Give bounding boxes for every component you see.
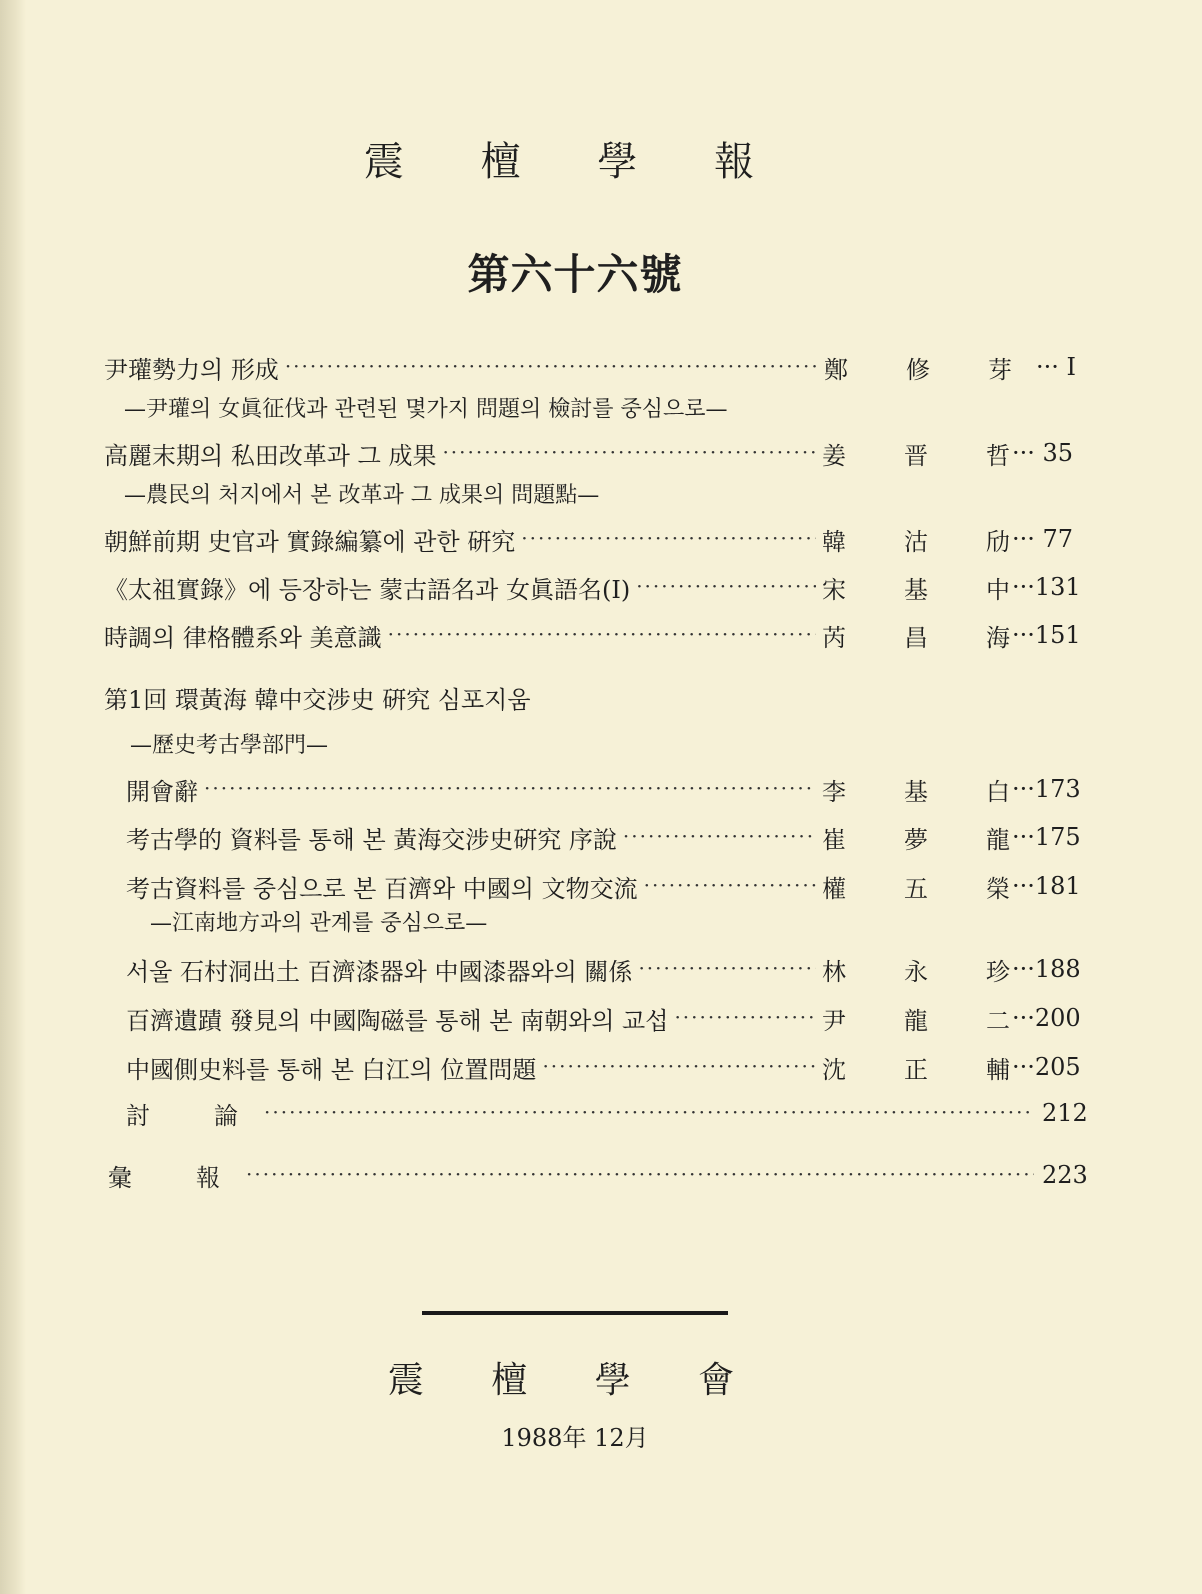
toc-page: 212 — [1042, 1099, 1088, 1127]
toc-page: ···205 — [1012, 1053, 1081, 1081]
toc-author: 韓 沽 劤 — [822, 527, 1010, 556]
toc-author: 鄭 修 芽 — [824, 355, 1012, 384]
toc-title: 高麗末期의 私田改革과 그 成果 — [104, 441, 437, 470]
toc-author: 芮 昌 海 — [822, 623, 1010, 652]
dot-leader — [442, 438, 816, 468]
toc-title: 彙 報 — [108, 1163, 240, 1192]
dot-leader — [264, 1098, 1034, 1128]
toc-page: ···151 — [1012, 621, 1081, 649]
toc-title: 考古資料를 중심으로 본 百濟와 中國의 文物交流 — [126, 874, 638, 903]
dot-leader — [542, 1052, 816, 1082]
journal-title: 震 檀 學 報 — [363, 139, 787, 185]
toc-author: 崔 夢 龍 — [822, 825, 1010, 854]
toc-author: 沈 正 輔 — [822, 1055, 1010, 1084]
dot-leader — [644, 871, 816, 901]
toc-title: 時調의 律格體系와 美意識 — [104, 623, 382, 652]
toc-entry-4[interactable] — [104, 570, 1090, 604]
symposium-entry-3[interactable] — [126, 869, 1090, 903]
toc-author: 宋 基 中 — [822, 575, 1010, 604]
publisher-name: 震 檀 學 會 — [387, 1360, 763, 1401]
toc-author: 李 基 白 — [822, 777, 1010, 806]
dot-leader — [285, 352, 818, 382]
toc-title: 尹瓘勢力의 形成 — [104, 355, 279, 384]
dot-leader — [623, 822, 816, 852]
toc-entry-3[interactable] — [104, 522, 1090, 556]
toc-page: 223 — [1042, 1161, 1088, 1189]
toc-page: ···173 — [1012, 775, 1081, 803]
toc-title: 《太祖實錄》에 등장하는 蒙古語名과 女眞語名(Ⅰ) — [104, 575, 631, 604]
symposium-heading: 第1回 環黃海 韓中交涉史 硏究 심포지움 — [104, 686, 531, 714]
dot-leader — [674, 1003, 816, 1033]
toc-author: 權 五 榮 — [822, 874, 1010, 903]
bulletin-entry[interactable] — [108, 1158, 1090, 1192]
toc-title: 서울 石村洞出土 百濟漆器와 中國漆器와의 關係 — [126, 957, 633, 986]
toc-entry-5[interactable] — [104, 618, 1090, 652]
symposium-entry-5[interactable] — [126, 1001, 1090, 1035]
symposium-entry-1[interactable] — [126, 772, 1090, 806]
toc-page: ··· 35 — [1012, 439, 1074, 467]
toc-title: 朝鮮前期 史官과 實錄編纂에 관한 硏究 — [104, 527, 516, 556]
toc-page: ··· 77 — [1012, 525, 1074, 553]
publication-date: 1988年 12月 — [501, 1424, 649, 1452]
toc-title: 考古學的 資料를 통해 본 黃海交涉史硏究 序說 — [126, 825, 617, 854]
issue-number: 第六十六號 — [467, 250, 683, 299]
toc-page: ···181 — [1012, 872, 1081, 900]
toc-title: 中國側史料를 통해 본 白江의 位置問題 — [126, 1055, 537, 1084]
divider-rule — [422, 1311, 728, 1315]
toc-title: 開會辭 — [126, 777, 198, 806]
toc-page: ···188 — [1012, 955, 1081, 983]
symposium-discussion[interactable] — [126, 1096, 1090, 1130]
dot-leader — [204, 774, 816, 804]
toc-author: 林 永 珍 — [822, 957, 1010, 986]
symposium-entry-2[interactable] — [126, 820, 1090, 854]
toc-author: 尹 龍 二 — [822, 1006, 1010, 1035]
toc-page: ···131 — [1012, 573, 1081, 601]
toc-subtitle-1: —尹瓘의 女眞征伐과 관련된 몇가지 問題의 檢討를 중심으로— — [124, 397, 728, 422]
toc-subtitle-2: —農民의 처지에서 본 改革과 그 成果의 問題點— — [124, 483, 600, 508]
dot-leader — [246, 1160, 1034, 1190]
toc-page: ···175 — [1012, 823, 1081, 851]
toc-entry-1[interactable] — [104, 350, 1090, 384]
symposium-subtitle: —江南地方과의 관계를 중심으로— — [150, 911, 488, 936]
toc-title: 討 論 — [126, 1101, 258, 1130]
dot-leader — [388, 620, 816, 650]
toc-author: 姜 晋 哲 — [822, 441, 1010, 470]
toc-entry-2[interactable] — [104, 436, 1090, 470]
dot-leader — [638, 954, 816, 984]
toc-page: ···200 — [1012, 1004, 1081, 1032]
toc-title: 百濟遺蹟 發見의 中國陶磁를 통해 본 南朝와의 교섭 — [126, 1006, 669, 1035]
dot-leader — [636, 572, 816, 602]
toc-page: ··· Ⅰ — [1036, 353, 1076, 381]
symposium-entry-6[interactable] — [126, 1050, 1090, 1084]
symposium-division: —歷史考古學部門— — [130, 733, 329, 758]
symposium-entry-4[interactable] — [126, 952, 1090, 986]
dot-leader — [521, 524, 816, 554]
